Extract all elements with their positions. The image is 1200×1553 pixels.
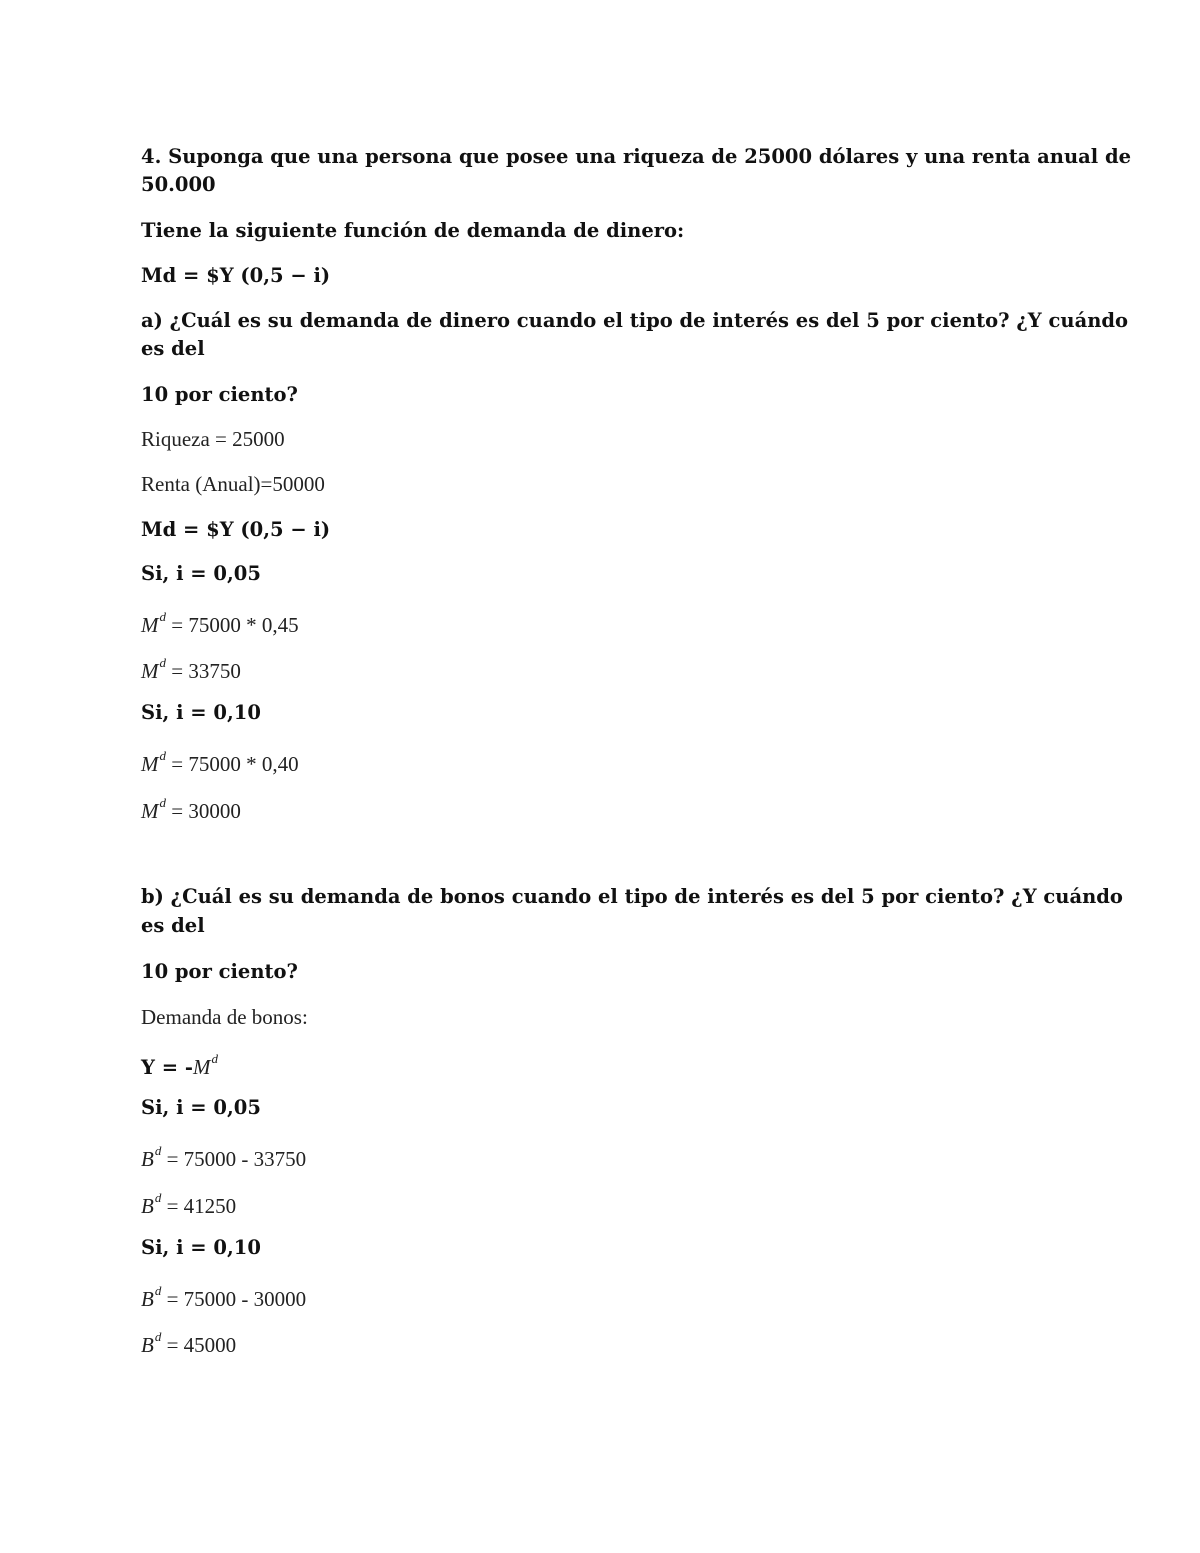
part-b-question-line-3: 10 por ciento? [141, 960, 298, 983]
math-variable: M [141, 659, 159, 683]
problem-statement-line-1: 4. Suponga que una persona que posee una riqueza de 25000 dólares y una renta anual de [141, 145, 1132, 168]
part-b-case-2-label: Si, i = 0,10 [141, 1236, 261, 1259]
formula-prefix: Y = - [141, 1056, 193, 1079]
part-a-question-line-1: a) ¿Cuál es su demanda de dinero cuando el tipo de interés es del 5 por ciento? ¿Y cuándo [141, 309, 1129, 332]
part-b-case-2-result [141, 1326, 1061, 1359]
math-superscript: d [159, 748, 166, 763]
math-variable: B [141, 1287, 154, 1311]
function-intro: Tiene la siguiente función de demanda de dinero: [141, 219, 685, 242]
math-variable: M [141, 752, 159, 776]
part-a-question-line-3: 10 por ciento? [141, 383, 298, 406]
math-variable: M [141, 799, 159, 823]
math-superscript: d [211, 1051, 218, 1066]
math-superscript: d [154, 1143, 162, 1158]
part-b-question-line-2: es del [141, 914, 205, 937]
part-a-case-1-label: Si, i = 0,05 [141, 562, 261, 585]
math-expression: = 41250 [161, 1194, 237, 1218]
part-a-case-2-result [141, 792, 1061, 825]
renta-value: Renta (Anual)=50000 [141, 472, 325, 496]
riqueza-value: Riqueza = 25000 [141, 427, 285, 451]
math-superscript: d [154, 1190, 162, 1205]
part-a-case-2-label: Si, i = 0,10 [141, 701, 261, 724]
part-a-question-line-2: es del [141, 337, 205, 360]
math-superscript: d [159, 795, 166, 810]
math-superscript: d [154, 1283, 162, 1298]
part-a-case-2-calc [141, 745, 1061, 778]
math-expression: = 45000 [161, 1333, 237, 1357]
part-b-case-1-calc [141, 1140, 1061, 1173]
bond-demand-intro: Demanda de bonos: [141, 1005, 308, 1029]
part-a-case-1-result [141, 652, 1061, 685]
math-superscript: d [159, 655, 166, 670]
part-a-case-1-calc [141, 606, 1061, 639]
part-b-case-1-result [141, 1187, 1061, 1220]
math-superscript: d [159, 609, 166, 624]
math-expression: = 75000 - 30000 [161, 1287, 307, 1311]
math-expression: = 75000 - 33750 [161, 1147, 307, 1171]
math-variable: B [141, 1333, 154, 1357]
math-variable: B [141, 1194, 154, 1218]
math-variable: M [192, 1055, 211, 1079]
part-b-formula [141, 1048, 1061, 1082]
math-variable: M [141, 613, 159, 637]
problem-statement-line-2: 50.000 [141, 173, 216, 196]
part-b-case-2-calc [141, 1280, 1061, 1313]
money-demand-formula: Md = $Y (0,5 − i) [141, 264, 331, 287]
math-expression: = 75000 * 0,45 [166, 613, 299, 637]
math-superscript: d [154, 1329, 162, 1344]
math-expression: = 75000 * 0,40 [166, 752, 299, 776]
math-expression: = 33750 [166, 659, 241, 683]
math-expression: = 30000 [166, 799, 241, 823]
part-a-formula: Md = $Y (0,5 − i) [141, 518, 331, 541]
math-variable: B [141, 1147, 154, 1171]
part-b-question-line-1: b) ¿Cuál es su demanda de bonos cuando el tipo de interés es del 5 por ciento? ¿Y cuándo [141, 885, 1123, 908]
part-b-case-1-label: Si, i = 0,05 [141, 1096, 261, 1119]
